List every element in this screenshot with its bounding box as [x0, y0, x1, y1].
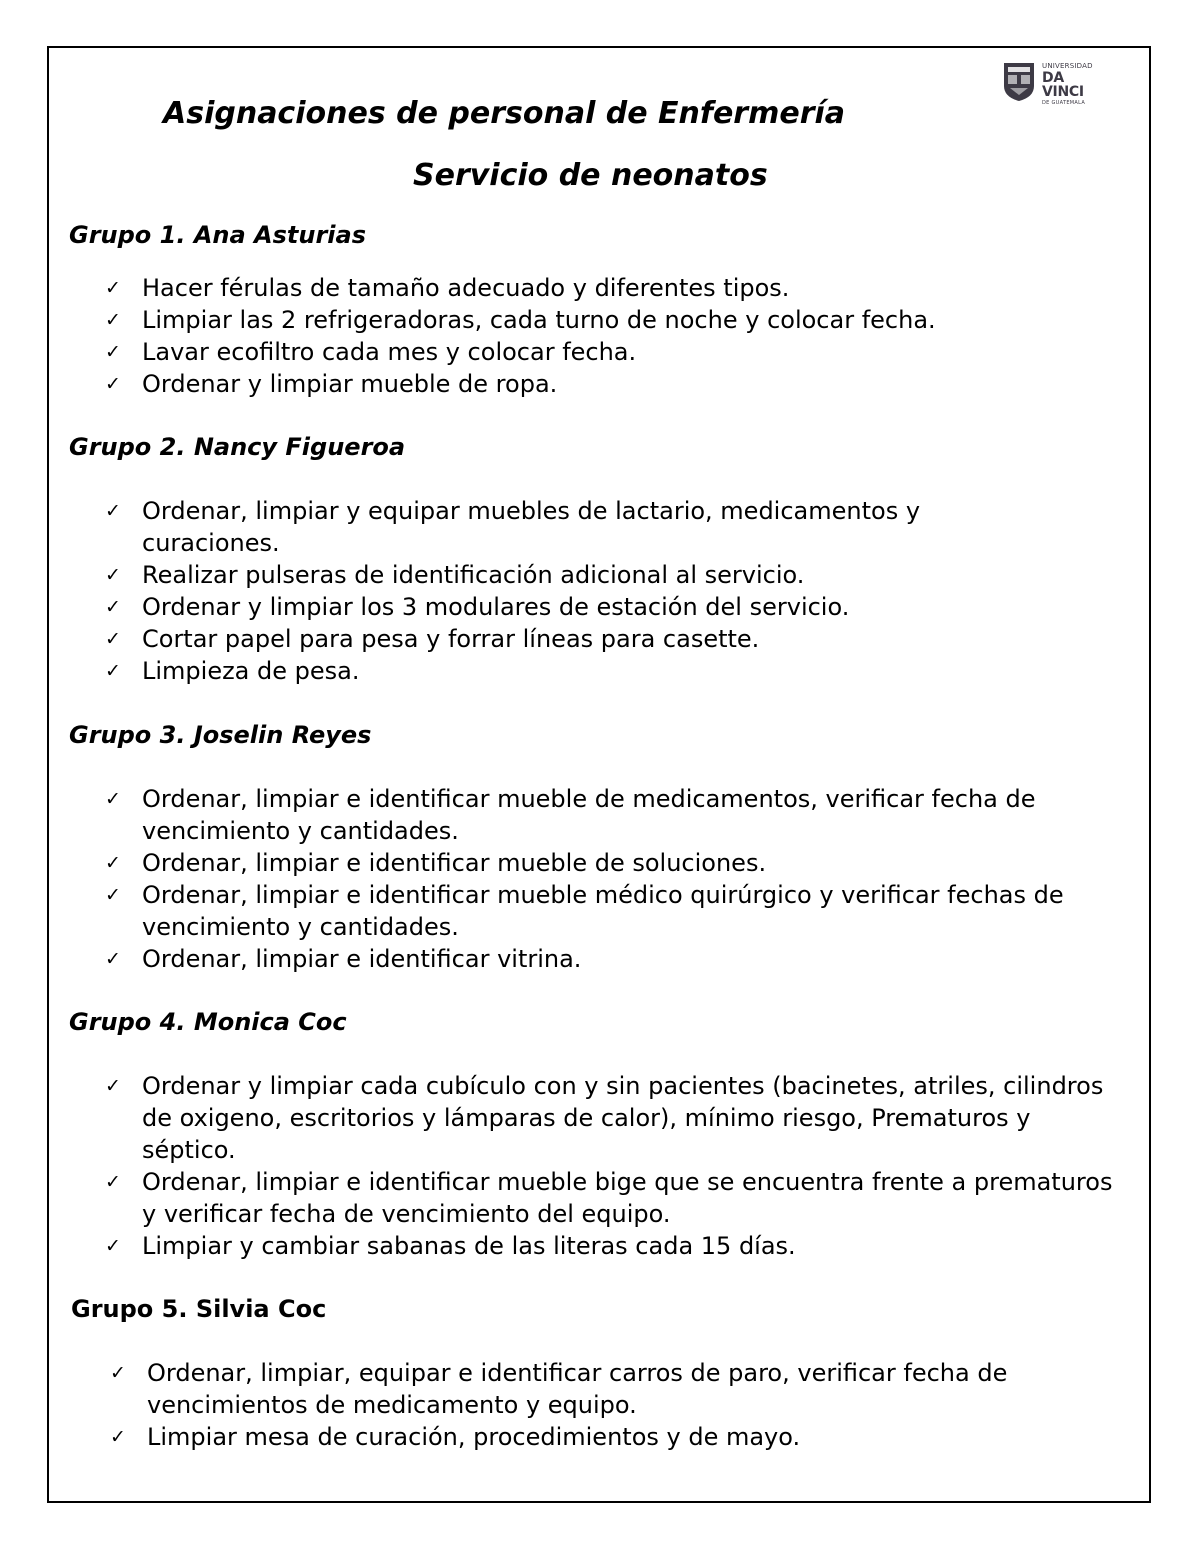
- page-border: [47, 46, 1151, 1503]
- logo-text-line1: UNIVERSIDAD: [1042, 62, 1093, 70]
- group-1-task-list: [105, 272, 1095, 400]
- task-text: Ordenar, limpiar e identificar mueble de soluciones.: [142, 849, 767, 877]
- university-shield-icon: [1002, 60, 1036, 102]
- group-5-title: Grupo 5. Silvia Coc: [71, 1295, 327, 1323]
- checkmark-icon: ✓: [105, 341, 121, 363]
- list-item: [105, 783, 1125, 847]
- logo-text-line3: DE GUATEMALA: [1042, 100, 1086, 106]
- task-text: Ordenar, limpiar e identificar mueble médico quirúrgico y verificar fechas de vencimiento y cantidades.: [142, 881, 1064, 941]
- list-item: [105, 1166, 1115, 1230]
- logo-text-line2: DA VINCI: [1042, 70, 1084, 100]
- group-3-task-list: [105, 783, 1125, 975]
- group-4-title: Grupo 4. Monica Coc: [69, 1008, 347, 1036]
- list-item: [105, 559, 1045, 591]
- task-text: Realizar pulseras de identificación adicional al servicio.: [142, 561, 805, 589]
- task-text: Ordenar, limpiar, equipar e identificar carros de paro, verificar fecha de vencimientos de medicamento y equipo.: [147, 1359, 1008, 1419]
- list-item: [105, 655, 1045, 687]
- list-item: [105, 1230, 1115, 1262]
- task-text: Limpiar las 2 refrigeradoras, cada turno de noche y colocar fecha.: [142, 306, 936, 334]
- task-text: Ordenar y limpiar mueble de ropa.: [142, 370, 558, 398]
- task-text: Ordenar, limpiar y equipar muebles de lactario, medicamentos y curaciones.: [142, 497, 921, 557]
- task-text: Limpiar mesa de curación, procedimientos y de mayo.: [147, 1423, 801, 1451]
- checkmark-icon: ✓: [110, 1362, 126, 1384]
- task-text: Ordenar y limpiar cada cubículo con y sin pacientes (bacinetes, atriles, cilindros de oxigeno, escritorios y lámparas de calor), mínimo riesgo, Prematuros y séptico.: [142, 1072, 1104, 1164]
- document-title: Asignaciones de personal de Enfermería: [163, 96, 846, 131]
- list-item: [110, 1357, 1100, 1421]
- checkmark-icon: ✓: [105, 660, 121, 682]
- group-1-title: Grupo 1. Ana Asturias: [69, 221, 366, 249]
- list-item: [105, 879, 1125, 943]
- checkmark-icon: ✓: [105, 564, 121, 586]
- checkmark-icon: ✓: [105, 884, 121, 906]
- group-3-title: Grupo 3. Joselin Reyes: [69, 721, 372, 749]
- list-item: [105, 336, 1095, 368]
- list-item: [105, 943, 1125, 975]
- list-item: [105, 847, 1125, 879]
- checkmark-icon: ✓: [105, 596, 121, 618]
- checkmark-icon: ✓: [110, 1426, 126, 1448]
- list-item: [105, 495, 1045, 559]
- task-text: Ordenar y limpiar los 3 modulares de estación del servicio.: [142, 593, 850, 621]
- group-2-task-list: [105, 495, 1045, 687]
- checkmark-icon: ✓: [105, 948, 121, 970]
- checkmark-icon: ✓: [105, 1075, 121, 1097]
- checkmark-icon: ✓: [105, 373, 121, 395]
- list-item: [105, 623, 1045, 655]
- group-4-task-list: [105, 1070, 1115, 1262]
- checkmark-icon: ✓: [105, 1235, 121, 1257]
- list-item: [105, 304, 1095, 336]
- university-logo: [1002, 60, 1100, 106]
- list-item: [110, 1421, 1100, 1453]
- checkmark-icon: ✓: [105, 1171, 121, 1193]
- checkmark-icon: ✓: [105, 788, 121, 810]
- task-text: Cortar papel para pesa y forrar líneas para casette.: [142, 625, 760, 653]
- group-2-title: Grupo 2. Nancy Figueroa: [69, 433, 406, 461]
- list-item: [105, 272, 1095, 304]
- checkmark-icon: ✓: [105, 628, 121, 650]
- checkmark-icon: ✓: [105, 500, 121, 522]
- group-5-task-list: [110, 1357, 1100, 1453]
- checkmark-icon: ✓: [105, 309, 121, 331]
- task-text: Ordenar, limpiar e identificar vitrina.: [142, 945, 582, 973]
- list-item: [105, 368, 1095, 400]
- task-text: Lavar ecofiltro cada mes y colocar fecha.: [142, 338, 637, 366]
- document-subtitle: Servicio de neonatos: [413, 158, 768, 193]
- task-text: Ordenar, limpiar e identificar mueble bige que se encuentra frente a prematuros y verificar fecha de vencimiento del equipo.: [142, 1168, 1113, 1228]
- task-text: Limpiar y cambiar sabanas de las literas cada 15 días.: [142, 1232, 796, 1260]
- checkmark-icon: ✓: [105, 277, 121, 299]
- task-text: Ordenar, limpiar e identificar mueble de medicamentos, verificar fecha de vencimiento y cantidades.: [142, 785, 1036, 845]
- checkmark-icon: ✓: [105, 852, 121, 874]
- list-item: [105, 1070, 1115, 1166]
- task-text: Limpieza de pesa.: [142, 657, 360, 685]
- list-item: [105, 591, 1045, 623]
- task-text: Hacer férulas de tamaño adecuado y diferentes tipos.: [142, 274, 790, 302]
